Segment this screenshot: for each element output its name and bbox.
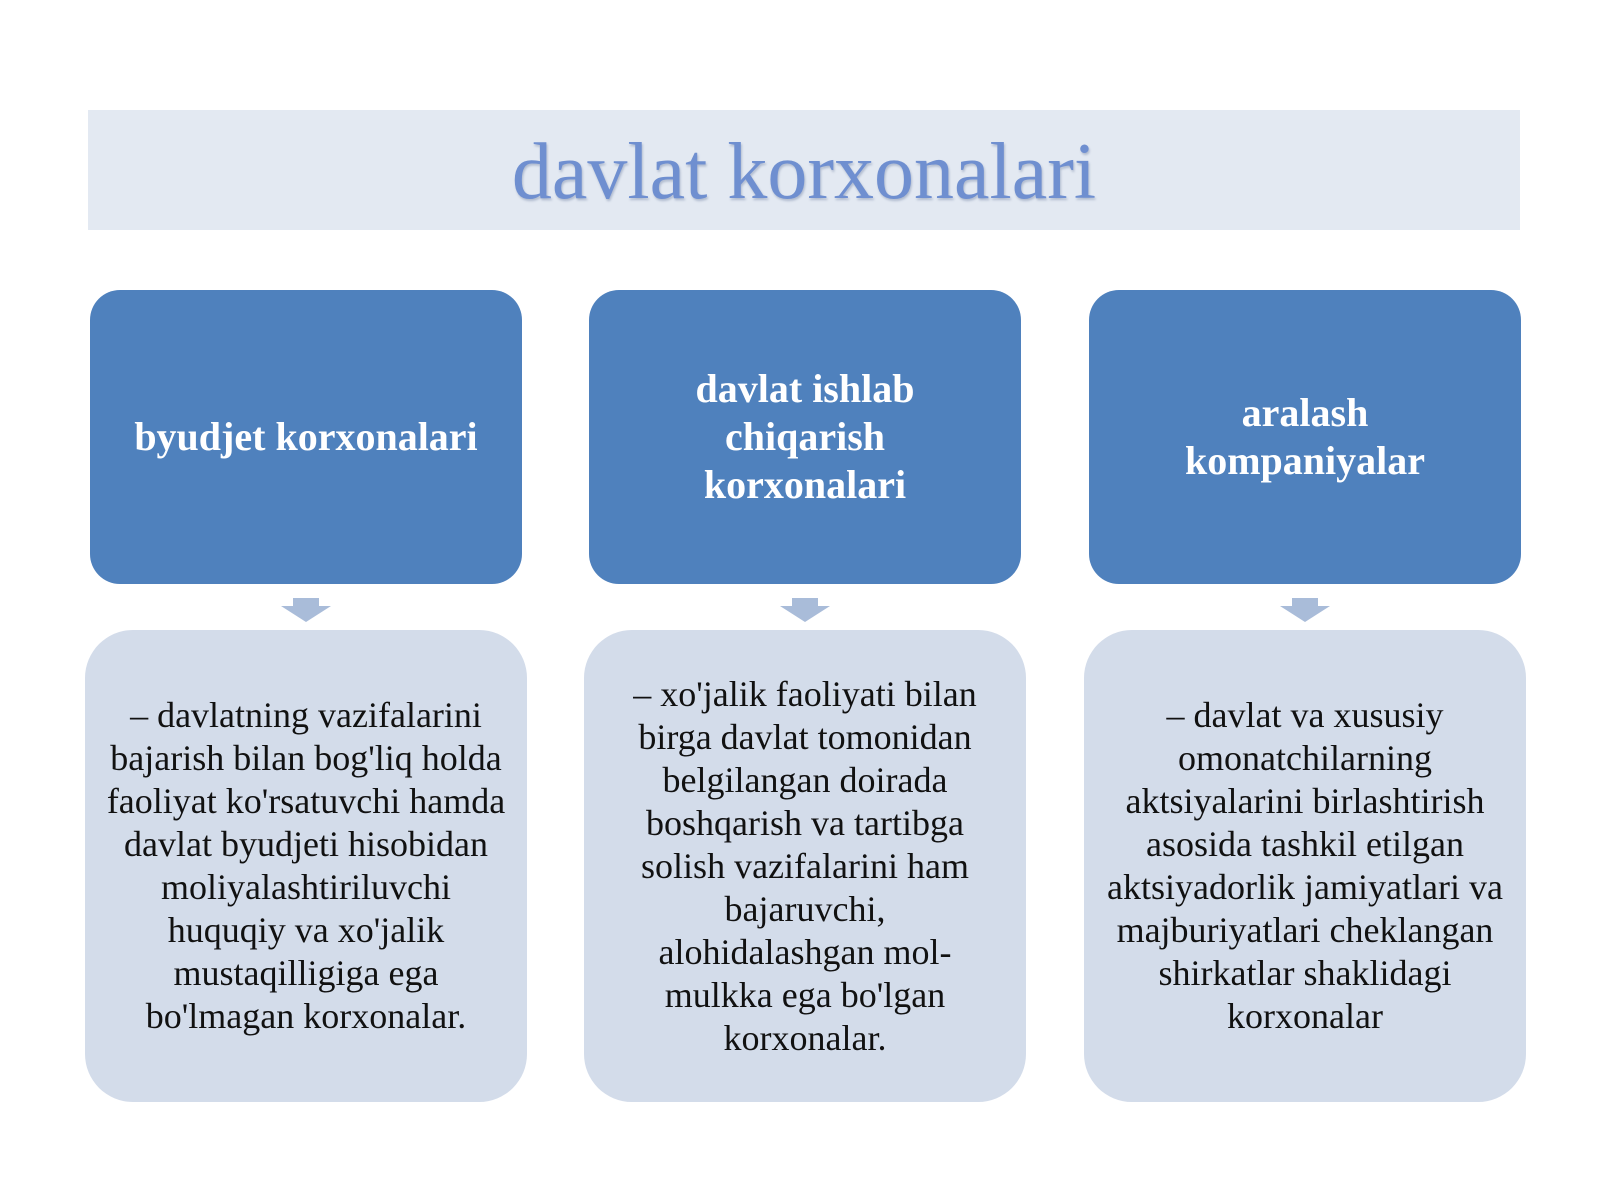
category-label: davlat ishlab chiqarish korxonalari xyxy=(695,366,915,507)
arrow-down-icon xyxy=(281,598,331,622)
description-box-budget xyxy=(85,630,527,1102)
description-text: – xo'jalik faoliyati bilan birga davlat tomonidan belgilangan doirada boshqarish va tartibga solish vazifalarini ham bajaruvchi, alohidalashgan mol-mulkka ega bo'lgan korxonalar. xyxy=(633,673,977,1058)
category-box-budget xyxy=(90,290,522,584)
description-text: – davlatning vazifalarini bajarish bilan bog'liq holda faoliyat ko'rsatuvchi hamda davlat byudjeti hisobidan moliyalashtiriluvchi huquqiy va xo'jalik mustaqilligiga ega bo'lmagan korxonalar. xyxy=(106,695,506,1036)
page-title: davlat korxonalari xyxy=(511,128,1097,216)
category-label: aralash kompaniyalar xyxy=(1184,390,1426,483)
arrow-down-icon xyxy=(780,598,830,622)
description-box-state-production xyxy=(584,630,1026,1102)
description-box-mixed xyxy=(1084,630,1526,1102)
category-box-state-production xyxy=(589,290,1021,584)
arrow-down-icon xyxy=(1280,598,1330,622)
description-text: – davlat va xususiy omonatchilarning aktsiyalarini birlashtirish asosida tashkil etilgan aktsiyadorlik jamiyatlari va majburiyatlari cheklangan shirkatlar shaklidagi korxonalar xyxy=(1107,695,1503,1036)
category-label: byudjet korxonalari xyxy=(134,414,478,459)
category-box-mixed xyxy=(1089,290,1521,584)
title-banner xyxy=(88,110,1520,230)
